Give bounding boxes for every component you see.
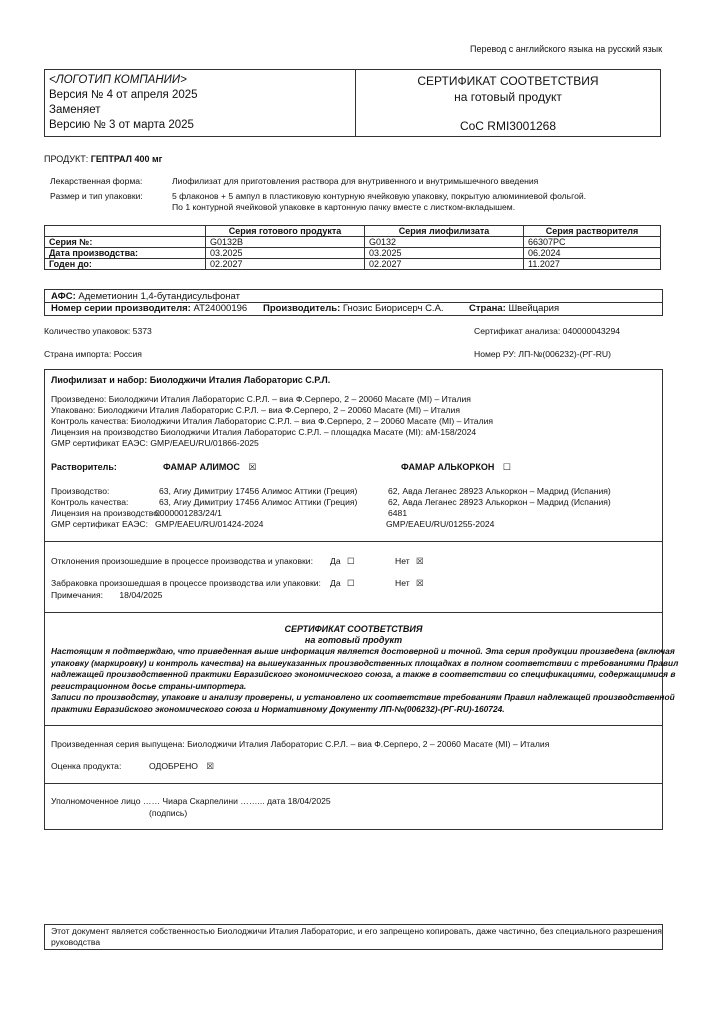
solvent-row-alimos: 0000001283/24/1 [155, 508, 222, 518]
evaluation-result: ОДОБРЕНО [149, 761, 198, 771]
batch-row-label: Годен до: [45, 259, 206, 270]
api-country-value: Швейцария [508, 303, 560, 314]
lyophilizate-line: Контроль качества: Биолоджичи Италия Лабораторис С.Р.Л. – виа Ф.Серперо, 2 – 20060 Масате (MI) – Италия [51, 416, 494, 426]
released-by: Произведенная серия выпущена: Биолоджичи Италия Лабораторис С.Р.Л. – виа Ф.Серперо, 2 – 20060 Масате (MI) – Италия [51, 739, 550, 749]
solvent-row-label: Лицензия на производство: [51, 508, 161, 518]
header-right [356, 70, 661, 137]
batch-cell: 02.2027 [365, 259, 524, 270]
no-label: Нет [395, 556, 410, 566]
declaration-subtitle: на готовый продукт [304, 635, 403, 645]
previous-version: Версию № 3 от марта 2025 [49, 119, 194, 131]
declaration-line: Записи по производству, упаковке и анализу проверены, и установлено их соответствие требованиям Правил надлежащей производственной [51, 692, 675, 702]
rejection-question: Забраковка произошедшая в процессе производства или упаковки: [51, 578, 321, 588]
batch-header-row [45, 226, 661, 237]
version: Версия № 4 от апреля 2025 [49, 89, 198, 101]
signature-caption: (подпись) [149, 808, 188, 818]
dosage-form-value: Лиофилизат для приготовления раствора для внутривенного и внутримышечного введения [172, 176, 539, 186]
checked-box-icon: ☒ [416, 556, 424, 566]
quantity: Количество упаковок: 5373 [44, 326, 152, 336]
registration-number: Номер РУ: ЛП-№(006232)-(РГ-RU) [474, 349, 611, 359]
evaluation-label: Оценка продукта: [51, 761, 122, 771]
lyophilizate-line: Упаковано: Биолоджичи Италия Лабораторис С.Р.Л. – виа Ф.Серперо, 2 – 20060 Масате (MI) – Италия [51, 405, 460, 415]
notes-value: 18/04/2025 [119, 590, 163, 600]
table-row [45, 237, 661, 248]
solvent-option-1 [163, 462, 256, 473]
api-line [51, 291, 240, 302]
no-label: Нет [395, 578, 410, 588]
batch-header-solvent: Серия растворителя [524, 226, 661, 237]
batch-cell: 02.2027 [206, 259, 365, 270]
api-maker-label: Производитель: [263, 303, 341, 314]
solvent-option-2 [401, 462, 511, 473]
table-row [45, 259, 661, 270]
solvent-option-1-label: ФАМАР АЛИМОС [163, 462, 240, 472]
unchecked-box-icon: ☐ [347, 578, 355, 588]
batch-cell: 11.2027 [524, 259, 661, 270]
product-value: ГЕПТРАЛ 400 мг [90, 154, 163, 164]
api-series-value: AT24000196 [193, 303, 248, 314]
batch-cell: 03.2025 [365, 248, 524, 259]
declaration-line: регистрационном досье страны-импортера. [51, 680, 247, 691]
dosage-form-label: Лекарственная форма: [50, 176, 143, 186]
solvent-row-alcorcon: 6481 [388, 508, 408, 518]
api-series [51, 303, 247, 314]
product-line [44, 154, 162, 164]
pack-line-2: По 1 контурной ячейковой упаковке в картонную пачку вместе с листком-вкладышем. [172, 202, 516, 212]
batch-row-label: Серия №: [45, 237, 206, 248]
header-table [44, 69, 661, 137]
solvent-row-label: Производство: [51, 486, 110, 496]
production-box [44, 369, 679, 830]
batch-cell: 06.2024 [524, 248, 661, 259]
batch-cell: G0132 [365, 237, 524, 248]
batch-header-finished: Серия готового продукта [206, 226, 365, 237]
solvent-label: Растворитель: [51, 462, 117, 472]
analysis-certificate: Сертификат анализа: 040000043294 [474, 326, 621, 336]
checked-box-icon: ☒ [248, 462, 257, 472]
deviation-question: Отклонения произошедшие в процессе производства и упаковки: [51, 556, 313, 566]
batch-header-lyophilizate: Серия лиофилизата [365, 226, 524, 237]
declaration-title: СЕРТИФИКАТ СООТВЕТСТВИЯ [284, 624, 423, 634]
declaration-line: практики Евразийского экономического союза и Нормативному Документу ЛП-№(006232)-(РГ-RU)-160724. [51, 703, 505, 714]
yes-label: Да [330, 556, 341, 566]
solvent-row-alcorcon: GMP/EAEU/RU/01255-2024 [386, 519, 495, 529]
qualified-person: Уполномоченное лицо …… Чиара Скарпелини ……... дата 18/04/2025 [51, 796, 331, 806]
unchecked-box-icon: ☐ [347, 556, 355, 566]
api-series-label: Номер серии производителя: [51, 303, 191, 314]
api-label: АФС: [51, 291, 76, 302]
declaration-line: Настоящим я подтверждаю, что приведенная выше информация является достоверной и точной. Эта серия продукции произведена (включая [51, 646, 675, 656]
solvent-row-alimos: 63, Агиу Димитриу 17456 Алимос Аттики (Греция) [159, 497, 358, 507]
table-row [45, 248, 661, 259]
yes-label: Да [330, 578, 341, 588]
checked-box-icon: ☒ [416, 578, 424, 588]
translation-note: Перевод с английского языка на русский язык [470, 44, 663, 54]
notes [51, 590, 162, 601]
api-box [44, 289, 663, 316]
batch-row-label: Дата производства: [45, 248, 206, 259]
api-value: Адеметионин 1,4-бутандисульфонат [78, 291, 240, 302]
lyophilizate-line: Лицензия на производство Биолоджичи Италия Лабораторис С.Р.Л. – площадка Масате (MI): аМ-158/2024 [51, 427, 477, 437]
pack-line-1: 5 флаконов + 5 ампул в пластиковую контурную ячейковую упаковку, покрытую алюминиевой фольгой. [172, 191, 587, 201]
company-logo-placeholder: <ЛОГОТИП КОМПАНИИ> [49, 74, 187, 86]
deviation-no [395, 556, 424, 567]
solvent-row-label: GMP сертификат ЕАЭС: [51, 519, 148, 529]
lyophilizate-title: Лиофилизат и набор: Биолоджичи Италия Лабораторис С.Р.Л. [51, 375, 331, 385]
replaces: Заменяет [49, 104, 101, 116]
solvent-row-label: Контроль качества: [51, 497, 129, 507]
deviation-yes [330, 556, 355, 567]
unchecked-box-icon: ☐ [502, 462, 511, 472]
lyophilizate-line: Произведено: Биолоджичи Италия Лабораторис С.Р.Л. – виа Ф.Серперо, 2 – 20060 Масате (MI) – Италия [51, 394, 471, 404]
declaration-text [51, 646, 678, 715]
declaration-line: надлежащей производственной практики Евразийского экономического союза, а также в соответствии со спецификациями, содержащимися в [51, 669, 676, 679]
footer-line-2: руководства [51, 937, 101, 947]
evaluation-value [149, 761, 214, 772]
declaration-line: упаковку (маркировку) и контроль качества) на вышеуказанных производственных площадках в полном соответствии с требованиями Правил [51, 657, 679, 668]
footer-box [44, 924, 663, 950]
header-left [45, 70, 356, 137]
api-maker [263, 303, 444, 314]
solvent-row-alimos: GMP/EAEU/RU/01424-2024 [155, 519, 264, 529]
batch-cell: 66307PC [524, 237, 661, 248]
lyophilizate-line: GMP сертификат ЕАЭС: GMP/EAEU/RU/01866-2025 [51, 438, 259, 448]
pack-label: Размер и тип упаковки: [50, 191, 143, 201]
solvent-row-alimos: 63, Агиу Димитриу 17456 Алимос Аттики (Греция) [159, 486, 358, 496]
lyophilizate-lines [51, 394, 493, 449]
batch-header-empty [45, 226, 206, 237]
notes-label: Примечания: [51, 590, 104, 600]
api-country [469, 303, 559, 314]
rejection-yes [330, 578, 355, 589]
product-label: ПРОДУКТ: [44, 154, 89, 164]
api-maker-value: Гнозис Биорисерч С.А. [342, 303, 444, 314]
batch-cell: G0132B [206, 237, 365, 248]
batch-table [44, 225, 661, 270]
certificate-subtitle: на готовый продукт [454, 89, 562, 104]
api-country-label: Страна: [469, 303, 506, 314]
certificate-title: СЕРТИФИКАТ СООТВЕТСТВИЯ [417, 73, 599, 88]
import-country: Страна импорта: Россия [44, 349, 142, 359]
solvent-option-2-label: ФАМАР АЛЬКОРКОН [401, 462, 495, 472]
footer-line-1: Этот документ является собственностью Биолоджичи Италия Лабораторис, и его запрещено копировать, даже частично, без специального разрешения [51, 926, 662, 936]
rejection-no [395, 578, 424, 589]
batch-cell: 03.2025 [206, 248, 365, 259]
solvent-row-alcorcon: 62, Авда Леганес 28923 Алькоркон – Мадрид (Испания) [388, 486, 611, 496]
certificate-number: CoC RMI3001268 [459, 118, 557, 133]
solvent-row-alcorcon: 62, Авда Леганес 28923 Алькоркон – Мадрид (Испания) [388, 497, 611, 507]
checked-box-icon: ☒ [206, 761, 215, 771]
